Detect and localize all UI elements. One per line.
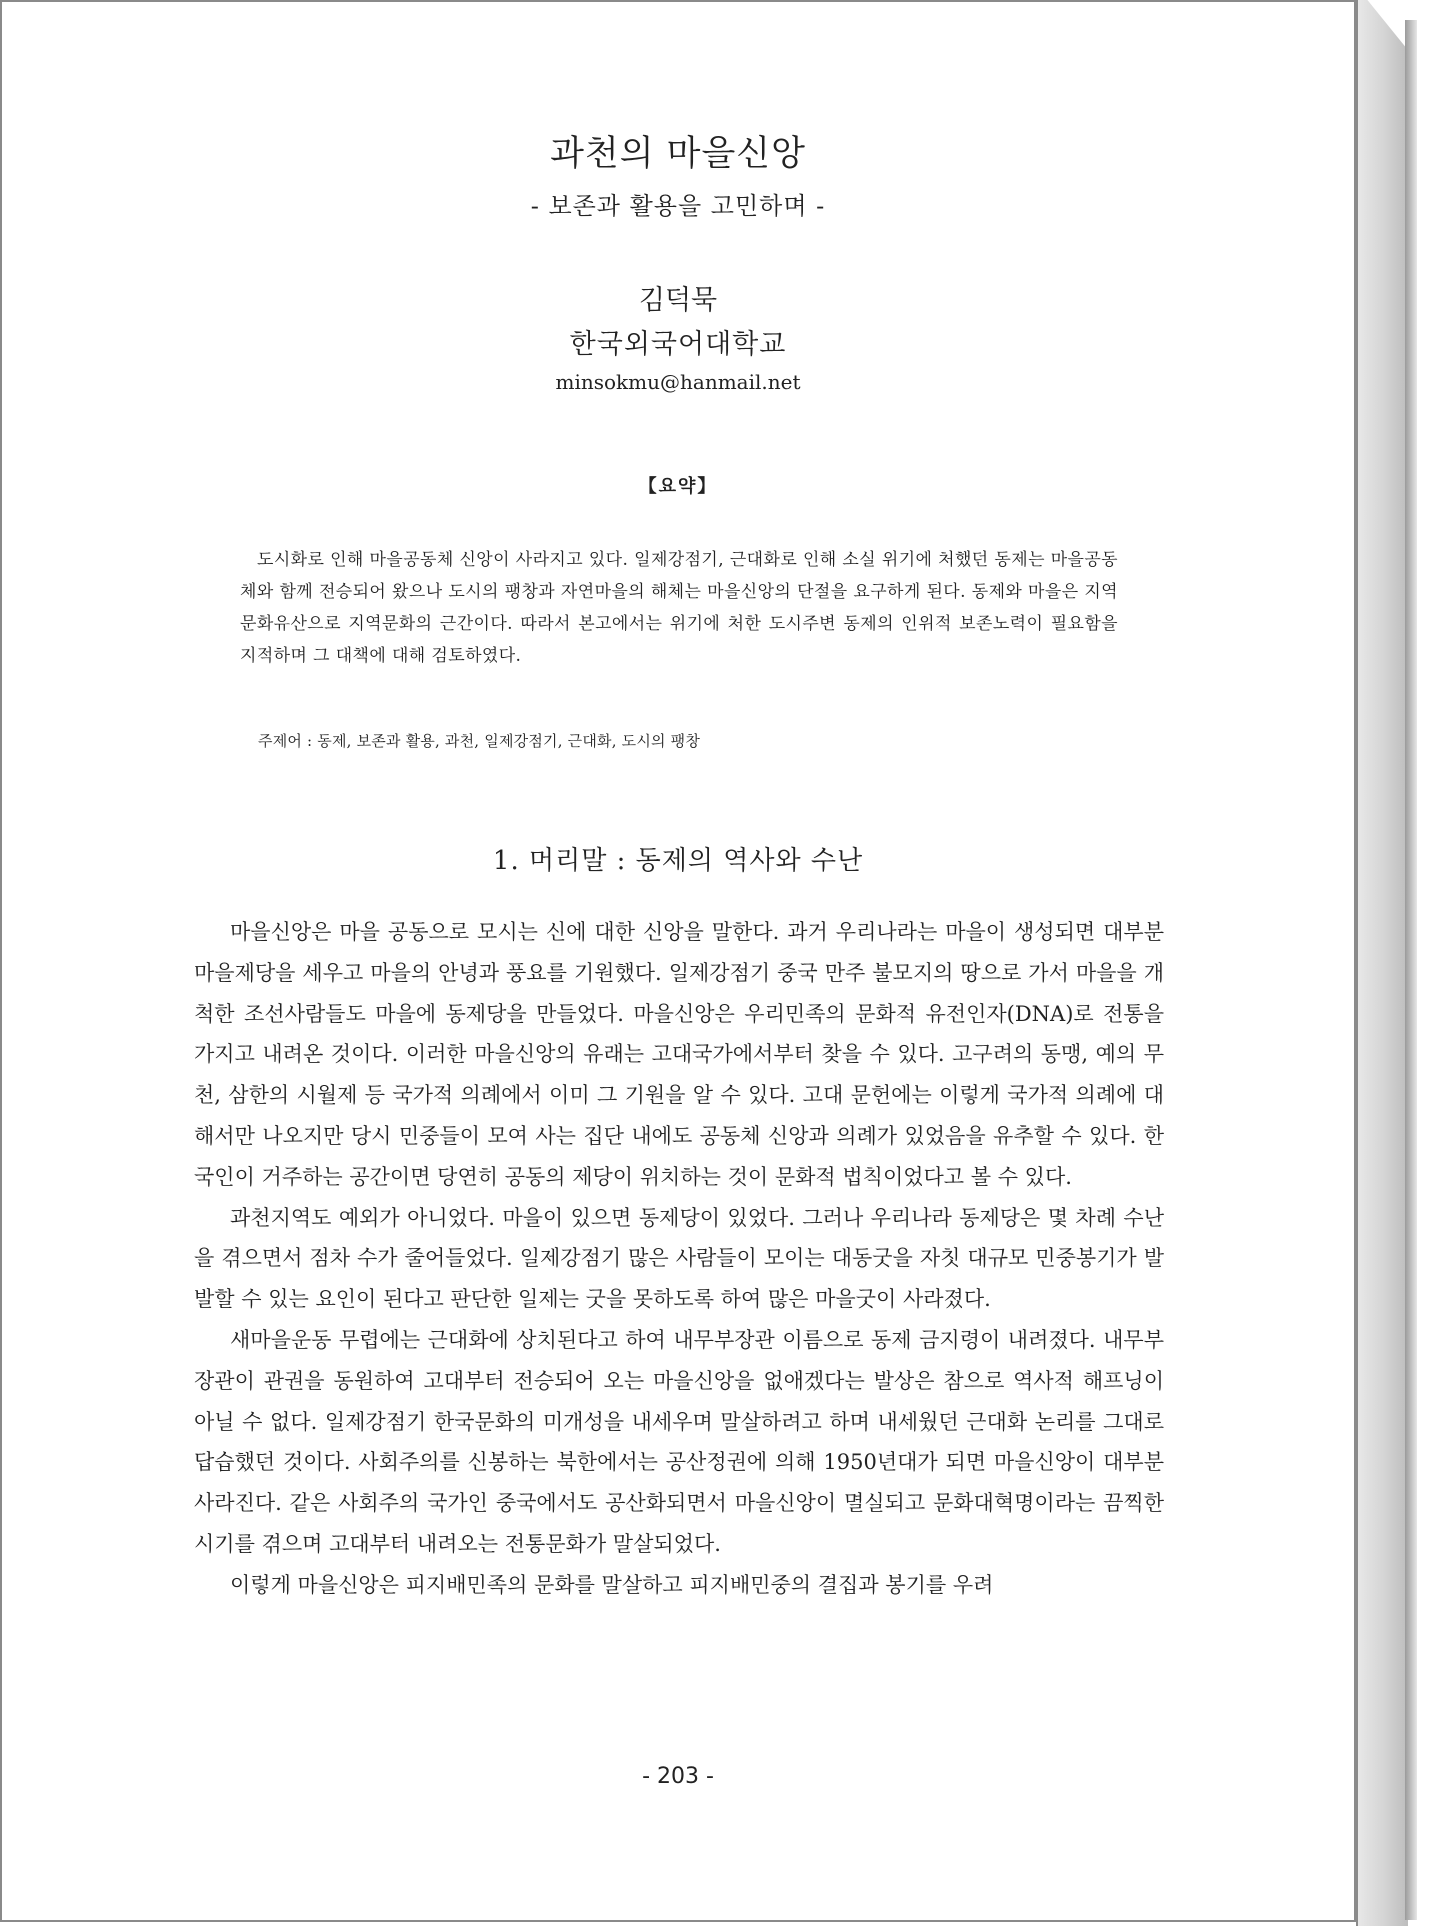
abstract-text: 도시화로 인해 마을공동체 신앙이 사라지고 있다. 일제강점기, 근대화로 인해 소실 위기에 처했던 동제는 마을공동체와 함께 전승되어 왔으나 도시의 팽창과 자연마을의 해체는 마을신앙의 단절을 요구하게 된다. 동제와 마을은 지역문화유산으로 지역문화의 근간이다. 따라서 본고에서는 위기에 처한 도시주변 동제의 인위적 보존노력이 필요함을 지적하며 그 대책에 대해 검토하였다. (240, 550, 1118, 666)
page-shadow (1405, 20, 1417, 1920)
page-edge (1356, 0, 1408, 1926)
page-edge-line (1356, 0, 1358, 1926)
paragraph: 과천지역도 예외가 아니었다. 마을이 있으면 동제당이 있었다. 그러나 우리나라 동제당은 몇 차례 수난을 겪으면서 점차 수가 줄어들었다. 일제강점기 많은 사람들이 모이는 대동굿을 자칫 대규모 민중봉기가 발발할 수 있는 요인이 된다고 판단한 일제는 굿을 못하도록 하여 많은 마을굿이 사라졌다. (194, 1205, 1164, 1312)
author-name: 김덕묵 (638, 285, 718, 316)
paragraph: 이렇게 마을신앙은 피지배민족의 문화를 말살하고 피지배민중의 결집과 봉기를 우려 (230, 1572, 994, 1597)
abstract-heading: 【요약】 (638, 476, 718, 497)
paragraph: 마을신앙은 마을 공동으로 모시는 신에 대한 신앙을 말한다. 과거 우리나라는 마을이 생성되면 대부분 마을제당을 세우고 마을의 안녕과 풍요를 기원했다. 일제강점기 중국 만주 불모지의 땅으로 가서 마을을 개척한 조선사람들도 마을에 동제당을 만들었다. 마을신앙은 우리민족의 문화적 유전인자(DNA)로 전통을 가지고 내려온 것이다. 이러한 마을신앙의 유래는 고대국가에서부터 찾을 수 있다. 고구려의 동맹, 예의 무천, 삼한의 시월제 등 국가적 의례에서 이미 그 기원을 알 수 있다. 고대 문헌에는 이렇게 국가적 의례에 대해서만 나오지만 당시 민중들이 모여 사는 집단 내에도 공동체 신앙과 의례가 있었음을 유추할 수 있다. 한국인이 거주하는 공간이면 당연히 공동의 제당이 위치하는 것이 문화적 법칙이었다고 볼 수 있다. (194, 920, 1164, 1189)
paper-subtitle: - 보존과 활용을 고민하며 - (530, 192, 826, 220)
author-email: minsokmu@hanmail.net (555, 370, 801, 394)
section-heading: 1. 머리말 : 동제의 역사와 수난 (492, 846, 864, 876)
keywords: 주제어 : 동제, 보존과 활용, 과천, 일제강점기, 근대화, 도시의 팽창 (258, 732, 701, 750)
paper-title: 과천의 마을신앙 (550, 134, 806, 174)
page-number: - 203 - (642, 1764, 714, 1789)
body-text (194, 912, 1164, 1606)
author-affiliation: 한국외국어대학교 (569, 329, 787, 360)
paragraph: 새마을운동 무렵에는 근대화에 상치된다고 하여 내무부장관 이름으로 동제 금지령이 내려졌다. 내무부 장관이 관권을 동원하여 고대부터 전승되어 오는 마을신앙을 없애겠다는 발상은 참으로 역사적 해프닝이 아닐 수 없다. 일제강점기 한국문화의 미개성을 내세우며 말살하려고 하며 내세웠던 근대화 논리를 그대로 답습했던 것이다. 사회주의를 신봉하는 북한에서는 공산정권에 의해 1950년대가 되면 마을신앙이 대부분 사라진다. 같은 사회주의 국가인 중국에서도 공산화되면서 마을신앙이 멸실되고 문화대혁명이라는 끔찍한 시기를 겪으며 고대부터 내려오는 전통문화가 말살되었다. (194, 1327, 1164, 1556)
